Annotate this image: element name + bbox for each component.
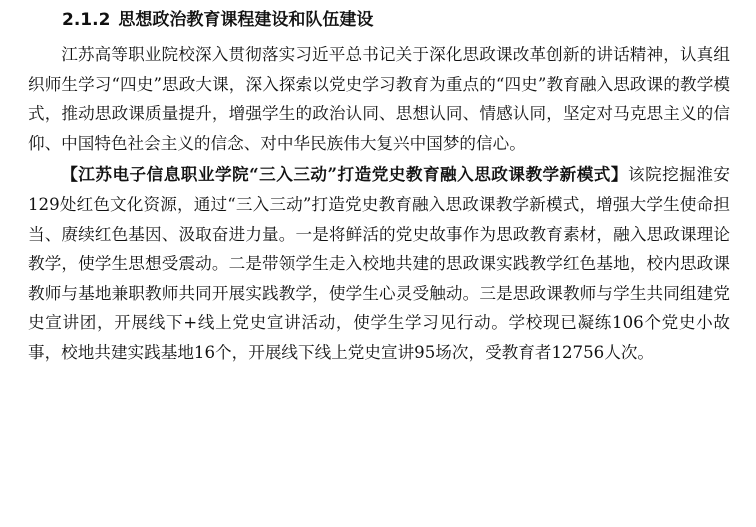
case-title: 【江苏电子信息职业学院“三入三动”打造党史教育融入思政课教学新模式】 xyxy=(61,164,628,185)
section-title: 思想政治教育课程建设和队伍建设 xyxy=(118,10,374,30)
body-paragraph-intro xyxy=(28,40,730,158)
paragraph-text: 江苏高等职业院校深入贯彻落实习近平总书记关于深化思政课改革创新的讲话精神，认真组织师生学习“四史”思政大课，深入探索以党史学习教育为重点的“四史”教育融入思政课的教学模式，推动思政课质量提升，增强学生的政治认同、思想认同、情感认同，坚定对马克思主义的信仰、中国特色社会主义的信念、对中华民族伟大复兴中国梦的信心。 xyxy=(28,45,730,153)
paragraph-text: 该院挖掘淮安129处红色文化资源，通过“三入三动”打造党史教育融入思政课教学新模式，增强大学生使命担当、赓续红色基因、汲取奋进力量。一是将鲜活的党史故事作为思政教育素材，融入思政课理论教学，使学生思想受震动。二是带领学生走入校地共建的思政课实践教学红色基地，校内思政课教师与基地兼职教师共同开展实践教学，使学生心灵受触动。三是思政课教师与学生共同组建党史宣讲团，开展线下+线上党史宣讲活动，使学生学习见行动。学校现已凝练106个党史小故事，校地共建实践基地16个，开展线下线上党史宣讲95场次，受教育者12756人次。 xyxy=(28,165,731,362)
section-heading xyxy=(62,8,730,32)
section-number: 2.1.2 xyxy=(62,10,111,30)
body-paragraph-case xyxy=(28,160,730,367)
